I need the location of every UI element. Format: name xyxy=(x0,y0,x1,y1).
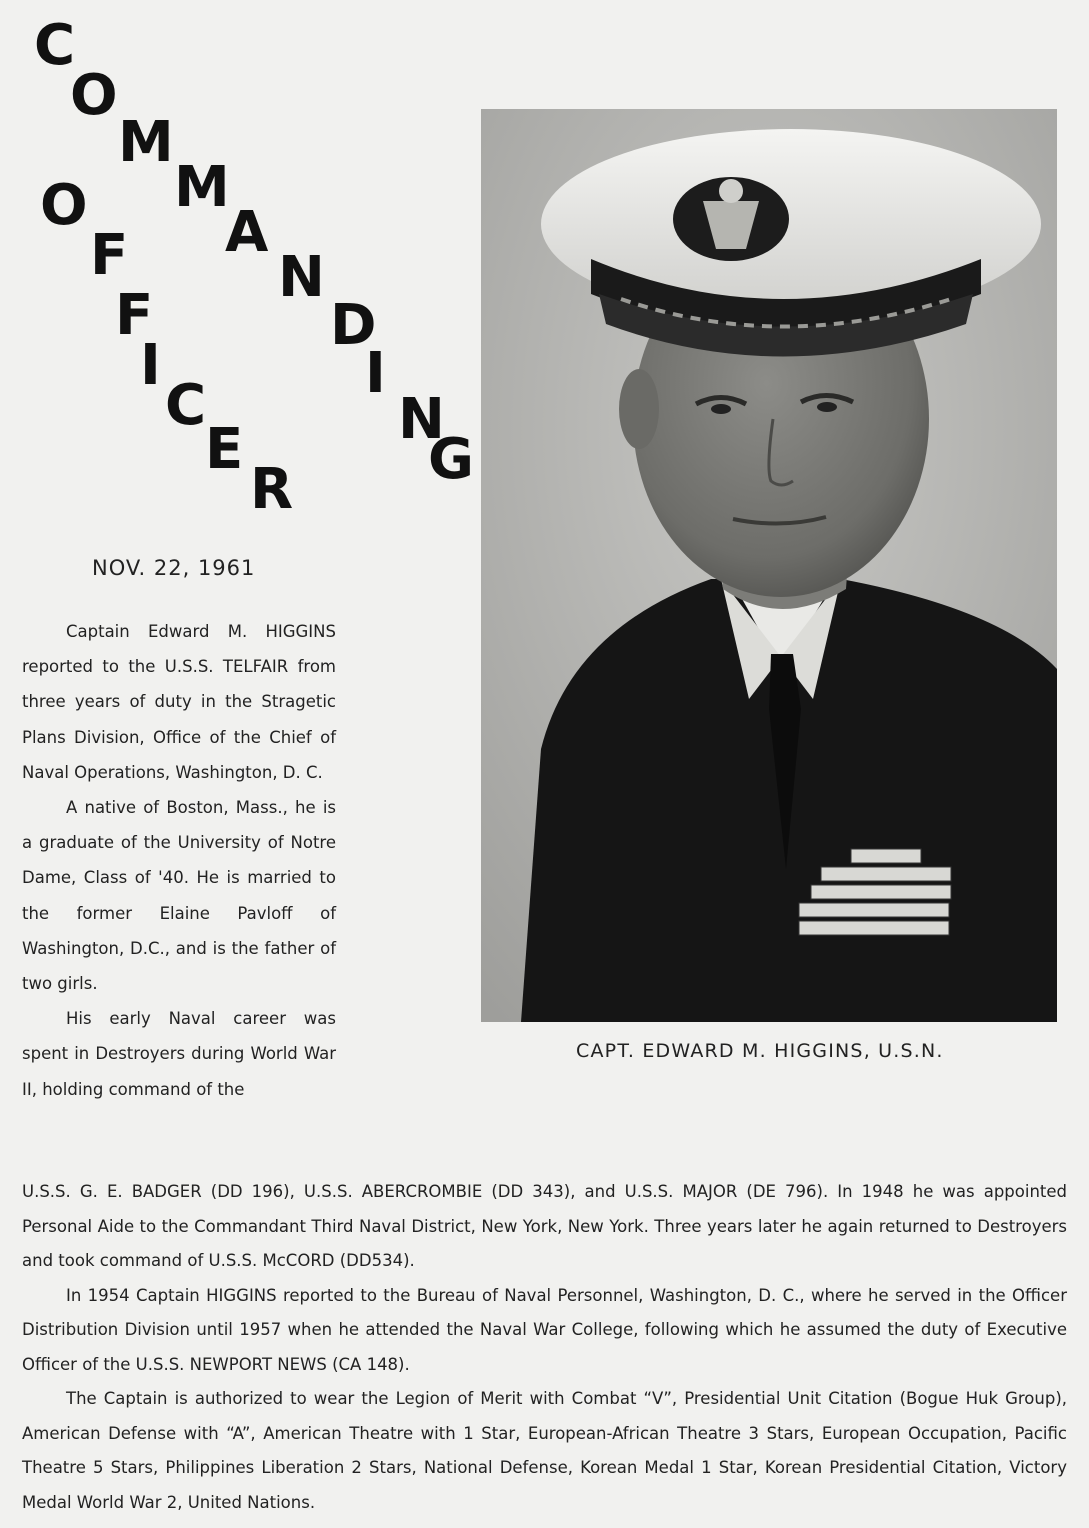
title-letter: D xyxy=(330,293,377,358)
title-letter: E xyxy=(205,417,244,482)
title-letter: M xyxy=(174,155,230,220)
bio-paragraph-3-start: His early Naval career was spent in Destroyers during World War II, holding command of the xyxy=(22,1009,336,1099)
bio-narrow-column xyxy=(22,614,336,1107)
bio-wide-column xyxy=(22,1175,1067,1520)
title-letter: G xyxy=(428,427,474,492)
bio-paragraph-3-end: U.S.S. G. E. BADGER (DD 196), U.S.S. ABERCROMBIE (DD 343), and U.S.S. MAJOR (DE 796). In 1948 he was appointed Personal Aide to the Commandant Third Naval District, New York, New York. Three years later he again returned to Destroyers and took command of U.S.S. McCORD (DD534). xyxy=(22,1182,1067,1270)
bio-paragraph-1: Captain Edward M. HIGGINS reported to the U.S.S. TELFAIR from three years of duty in the Stragetic Plans Division, Office of the Chief of Naval Operations, Washington, D. C. xyxy=(22,622,336,782)
title-letter: O xyxy=(40,173,88,238)
date: NOV. 22, 1961 xyxy=(92,556,256,580)
title-letter: R xyxy=(250,457,294,522)
title-letter: I xyxy=(365,341,386,406)
bio-paragraph-5: The Captain is authorized to wear the Legion of Merit with Combat “V”, Presidential Unit Citation (Bogue Huk Group), American Defense with “A”, American Theatre with 1 Star, European-African Theatre 3 Stars, European Occupation, Pacific Theatre 5 Stars, Philippines Liberation 2 Stars, National Defense, Korean Medal 1 Star, Korean Presidential Citation, Victory Medal World War 2, United Nations. xyxy=(22,1389,1067,1512)
bio-paragraph-4: In 1954 Captain HIGGINS reported to the Bureau of Naval Personnel, Washington, D. C., where he served in the Officer Distribution Division until 1957 when he attended the Naval War College, following which he assumed the duty of Executive Officer of the U.S.S. NEWPORT NEWS (CA 148). xyxy=(22,1285,1067,1374)
title-letter: C xyxy=(165,373,207,438)
portrait-image xyxy=(481,109,1057,1022)
title-letter: C xyxy=(34,13,76,78)
title-letter: I xyxy=(140,333,161,398)
title-letter: N xyxy=(398,387,445,452)
bio-paragraph-2: A native of Boston, Mass., he is a graduate of the University of Notre Dame, Class of '40. He is married to the former Elaine Pavloff of Washington, D.C., and is the father of two girls. xyxy=(22,798,336,994)
title-letter: N xyxy=(278,245,325,310)
portrait-photo xyxy=(481,109,1057,1022)
photo-caption: CAPT. EDWARD M. HIGGINS, U.S.N. xyxy=(576,1040,944,1062)
title-letter: F xyxy=(115,283,154,348)
title-letter: O xyxy=(70,63,118,128)
title-letter: A xyxy=(225,200,269,265)
title-letter: M xyxy=(118,110,174,175)
title-letter: F xyxy=(90,223,129,288)
